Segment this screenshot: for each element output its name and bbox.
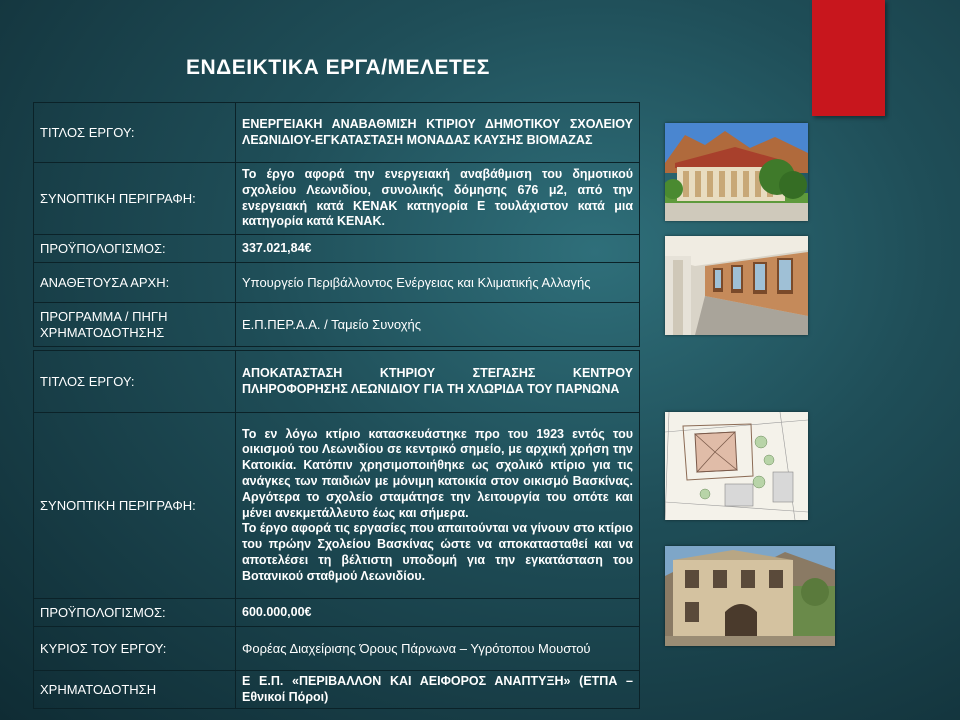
old-building-photo (665, 546, 835, 646)
project2-budget-label: ΠΡΟΫΠΟΛΟΓΙΣΜΟΣ: (34, 599, 236, 627)
project2-table (33, 350, 640, 709)
project2-title-value: ΑΠΟΚΑΤΑΣΤΑΣΗ ΚΤΗΡΙΟΥ ΣΤΕΓΑΣΗΣ ΚΕΝΤΡΟΥ ΠΛΗΡΟΦΟΡΗΣΗΣ ΛΕΩΝΙΔΙΟΥ ΓΙΑ ΤΗ ΧΛΩΡΙΔΑ ΤΟΥ ΠΑΡΝΩΝΑ (236, 351, 640, 413)
site-plan-drawing (665, 412, 808, 520)
project1-program-value: Ε.Π.ΠΕΡ.Α.Α. / Ταμείο Συνοχής (236, 303, 640, 347)
project2-description-p1: Το εν λόγω κτίριο κατασκευάστηκε προ του 1923 εντός του οικισμού του Λεωνιδίου σε κεντρικό σημείο, με αρχική χρήση την Κατοικία. Κατόπιν χρησιμοποιήθηκε ως σχολικό κτίριο για τις ανάγκες των παιδιών με μόνιμη κατοικία στον οικισμό Βασκίνας. Αργότερα το σχολείο σταμάτησε την λειτουργία του οπότε και μένει ανεκμετάλλευτο έως και σήμερα. (242, 426, 633, 520)
project1-description-label: ΣΥΝΟΠΤΙΚΗ ΠΕΡΙΓΡΑΦΗ: (34, 163, 236, 235)
school-corridor-photo (665, 236, 808, 335)
project1-program-label: ΠΡΟΓΡΑΜΜΑ / ΠΗΓΗ ΧΡΗΜΑΤΟΔΟΤΗΣΗΣ (34, 303, 236, 347)
table-row (34, 163, 640, 235)
project2-title-label: ΤΙΤΛΟΣ ΕΡΓΟΥ: (34, 351, 236, 413)
table-row (34, 303, 640, 347)
table-row (34, 599, 640, 627)
project2-description-cell (236, 413, 640, 599)
project2-budget-value: 600.000,00€ (236, 599, 640, 627)
project2-description-label: ΣΥΝΟΠΤΙΚΗ ΠΕΡΙΓΡΑΦΗ: (34, 413, 236, 599)
school-building-photo (665, 123, 808, 221)
project1-title-label: ΤΙΤΛΟΣ ΕΡΓΟΥ: (34, 103, 236, 163)
table-row (34, 627, 640, 671)
project2-funding-value: Ε Ε.Π. «ΠΕΡΙΒΑΛΛΟΝ ΚΑΙ ΑΕΙΦΟΡΟΣ ΑΝΑΠΤΥΞΗ» (ΕΤΠΑ – Εθνικοί Πόροι) (236, 671, 640, 709)
project1-authority-label: ΑΝΑΘΕΤΟΥΣΑ ΑΡΧΗ: (34, 263, 236, 303)
project1-description-value: Το έργο αφορά την ενεργειακή αναβάθμιση του δημοτικού σχολείου Λεωνιδίου, συνολικής δόμησης 676 μ2, από την ενεργειακή κατά ΚΕΝΑΚ κατηγορία Ε τουλάχιστον κατά μια κατηγορία κατά ΚΕΝΑΚ. (236, 163, 640, 235)
project2-description-p2: Το έργο αφορά τις εργασίες που απαιτούνται να γίνουν στο κτίριο του πρώην Σχολείου Βασκίνας ώστε να αποκατασταθεί και να αποτελέσει τη βέλτιστη υποδομή για την εγκατάσταση του Βοτανικού σταθμού Λεωνιδίου. (242, 521, 633, 583)
accent-bar (812, 0, 885, 116)
table-row (34, 263, 640, 303)
project1-authority-value: Υπουργείο Περιβάλλοντος Ενέργειας και Κλιματικής Αλλαγής (236, 263, 640, 303)
table-row (34, 671, 640, 709)
project1-title-value: ΕΝΕΡΓΕΙΑΚΗ ΑΝΑΒΑΘΜΙΣΗ ΚΤΙΡΙΟΥ ΔΗΜΟΤΙΚΟΥ ΣΧΟΛΕΙΟΥ ΛΕΩΝΙΔΙΟΥ-ΕΓΚΑΤΑΣΤΑΣΗ ΜΟΝΑΔΑΣ ΚΑΥΣΗΣ ΒΙΟΜΑΖΑΣ (236, 103, 640, 163)
project1-budget-label: ΠΡΟΫΠΟΛΟΓΙΣΜΟΣ: (34, 235, 236, 263)
project2-owner-value: Φορέας Διαχείρισης Όρους Πάρνωνα – Υγρότοπου Μουστού (236, 627, 640, 671)
project2-funding-label: ΧΡΗΜΑΤΟΔΟΤΗΣΗ (34, 671, 236, 709)
page-title: ΕΝΔΕΙΚΤΙΚΑ ΕΡΓΑ/ΜΕΛΕΤΕΣ (186, 56, 490, 79)
table-row (34, 235, 640, 263)
project1-table (33, 102, 640, 347)
table-row (34, 413, 640, 599)
project1-budget-value: 337.021,84€ (236, 235, 640, 263)
table-row (34, 103, 640, 163)
project2-owner-label: ΚΥΡΙΟΣ ΤΟΥ ΕΡΓΟΥ: (34, 627, 236, 671)
table-row (34, 351, 640, 413)
